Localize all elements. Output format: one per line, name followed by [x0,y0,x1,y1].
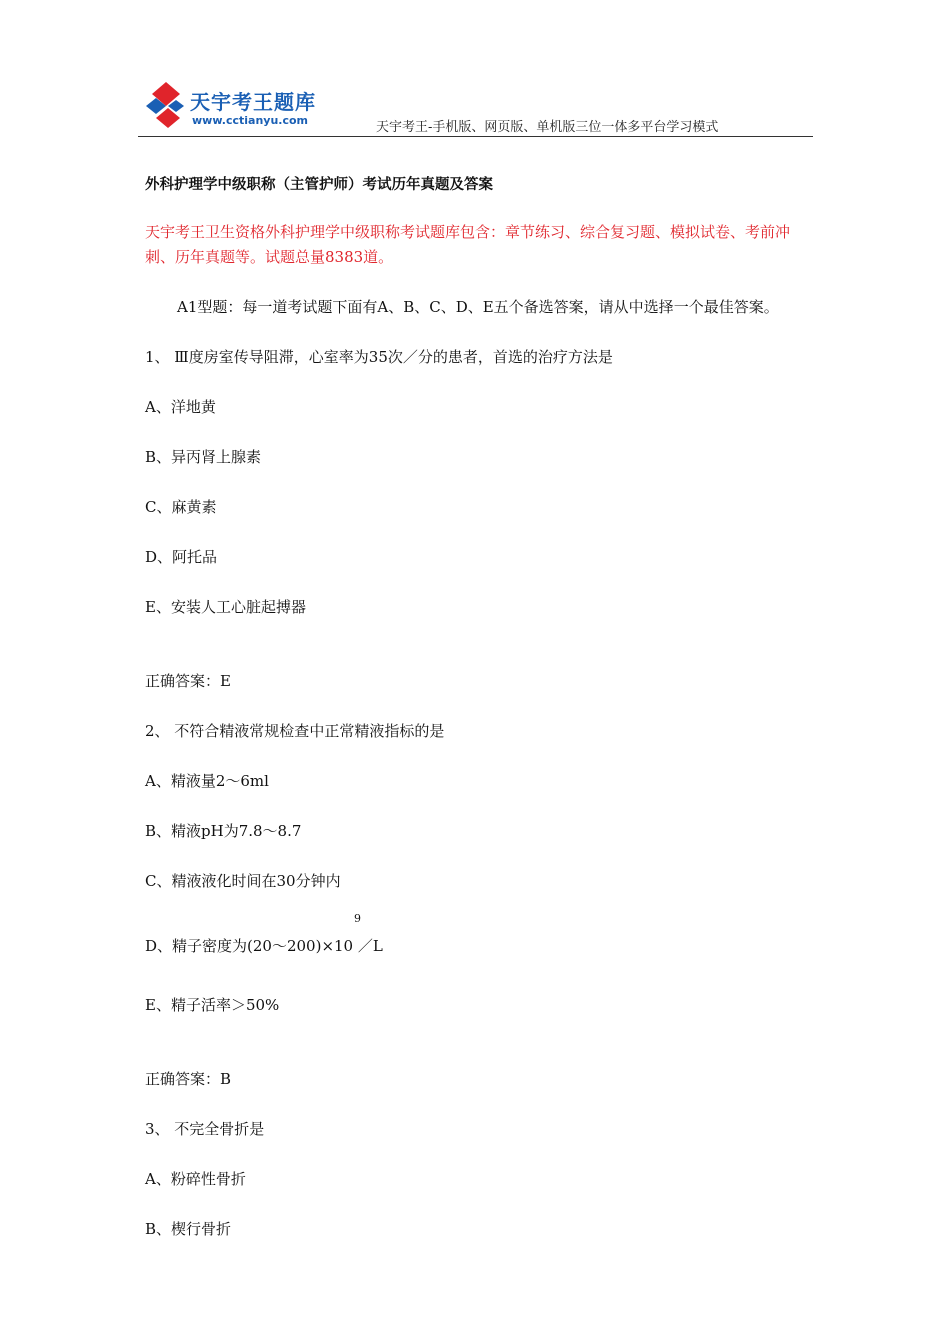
option-a: A、洋地黄 [145,398,216,416]
brand-name: 天宇考王题库 [190,90,316,114]
option-d: D、阿托品 [145,548,218,566]
option-b: B、精液pH为7.8～8.7 [145,822,302,840]
question-stem: 3、 不完全骨折是 [145,1120,265,1138]
option-c: C、麻黄素 [145,498,217,516]
brand-url: www.cctianyu.com [192,114,309,127]
option-c: C、精液液化时间在30分钟内 [145,872,341,890]
logo-icon [142,80,190,130]
question-stem: 2、 不符合精液常规检查中正常精液指标的是 [145,722,445,740]
section-description: A1型题：每一道考试题下面有A、B、C、D、E五个备选答案，请从中选择一个最佳答案。 [177,298,779,316]
header-tagline: 天宇考王-手机版、网页版、单机版三位一体多平台学习模式 [376,120,719,135]
option-e: E、精子活率＞50% [145,996,280,1014]
option-a: A、粉碎性骨折 [145,1170,246,1188]
option-a: A、精液量2～6ml [145,772,269,790]
option-b: B、异丙肾上腺素 [145,448,262,466]
answer: 正确答案：E [145,672,231,690]
option-d: D、精子密度为(20～200)×10 ／L [145,937,383,955]
question-stem: 1、 Ⅲ度房室传导阻滞，心室率为35次／分的患者，首选的治疗方法是 [145,348,613,366]
logo [142,80,342,130]
document-title: 外科护理学中级职称（主管护师）考试历年真题及答案 [145,176,493,193]
answer: 正确答案：B [145,1070,232,1088]
option-e: E、安装人工心脏起搏器 [145,598,306,616]
exponent-superscript: 9 [354,912,361,925]
intro-paragraph: 天宇考王卫生资格外科护理学中级职称考试题库包含：章节练习、综合复习题、模拟试卷、考前冲刺、历年真题等。试题总量8383道。 [145,223,791,266]
page-header [138,78,813,137]
option-b: B、楔行骨折 [145,1220,232,1238]
